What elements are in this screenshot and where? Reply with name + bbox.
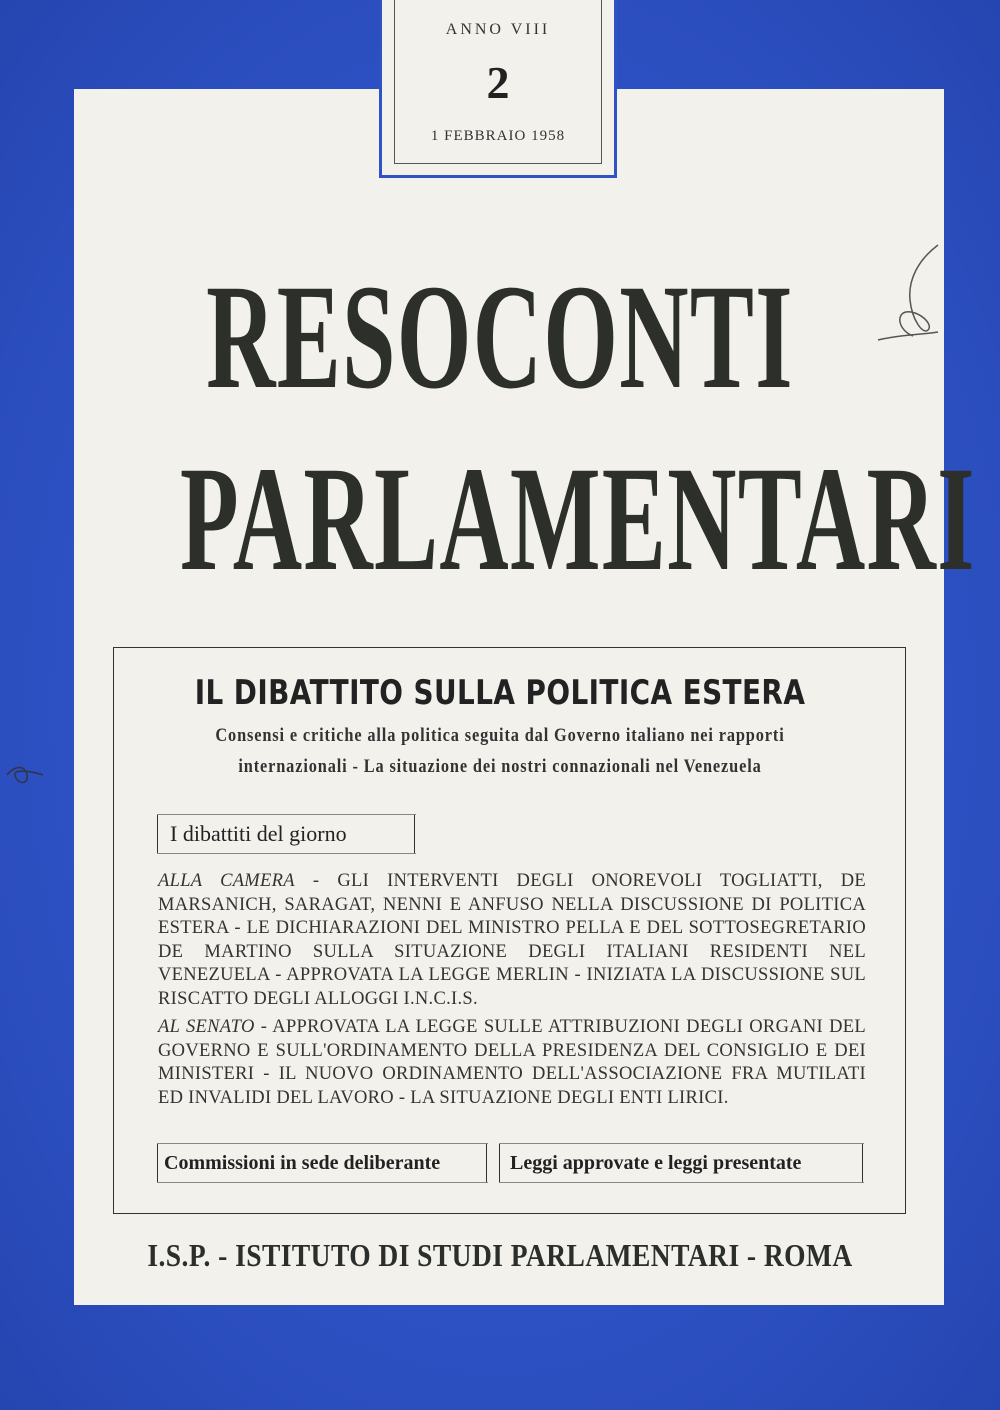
camera-lead: ALLA CAMERA: [158, 871, 295, 891]
masthead-line-1: RESOCONTI: [206, 254, 794, 420]
senato-summary: [158, 1016, 866, 1110]
camera-text: - GLI INTERVENTI DEGLI ONOREVOLI TOGLIATTI, DE MARSANICH, SARAGAT, NENNI E ANFUSO NELLA DISCUSSIONE DI POLITICA ESTERA - LE DICHIARAZIONI DEL MINISTRO PELLA E DEL SOTTOSEGRETARIO DE MARTINO SULLA SITUAZIONE DEGLI ITALIANI RESIDENTI NEL VENEZUELA - APPROVATA LA LEGGE MERLIN - INIZIATA LA DISCUSSIONE SUL RISCATTO DEGLI ALLOGGI I.N.C.I.S.: [158, 871, 866, 1009]
senato-lead: AL SENATO: [158, 1017, 255, 1037]
section-label: I dibattiti del giorno: [157, 814, 415, 854]
feature-subtitle-line-1: Consensi e critiche alla politica seguita dal Governo italiano nei rapporti: [215, 725, 785, 746]
handwritten-mark-icon: [868, 240, 948, 350]
issue-year: ANNO VIII: [445, 21, 551, 38]
commissioni-label: Commissioni in sede deliberante: [157, 1143, 487, 1183]
issue-box: [379, 0, 617, 178]
senato-text: - APPROVATA LA LEGGE SULLE ATTRIBUZIONI DEGLI ORGANI DEL GOVERNO E SULL'ORDINAMENTO DELLA PRESIDENZA DEL CONSIGLIO E DEI MINISTERI - IL NUOVO ORDINAMENTO DELL'ASSOCIAZIONE FRA MUTILATI ED INVALIDI DEL LAVORO - LA SITUAZIONE DEGLI ENTI LIRICI.: [158, 1017, 866, 1108]
feature-subtitle-line-2: internazionali - La situazione dei nostri connazionali nel Venezuela: [238, 756, 762, 777]
issue-date: 1 FEBBRAIO 1958: [430, 128, 566, 144]
issue-number: 2: [486, 57, 510, 108]
leggi-label: Leggi approvate e leggi presentate: [499, 1143, 863, 1183]
masthead-line-2: PARLAMENTARI: [180, 436, 976, 602]
issue-box-inner: [394, 0, 602, 164]
feature-headline: IL DIBATTITO SULLA POLITICA ESTERA: [194, 673, 806, 713]
camera-summary: [158, 870, 866, 1011]
margin-mark-icon: [5, 760, 45, 790]
publisher-line: I.S.P. - ISTITUTO DI STUDI PARLAMENTARI - ROMA: [147, 1237, 853, 1273]
